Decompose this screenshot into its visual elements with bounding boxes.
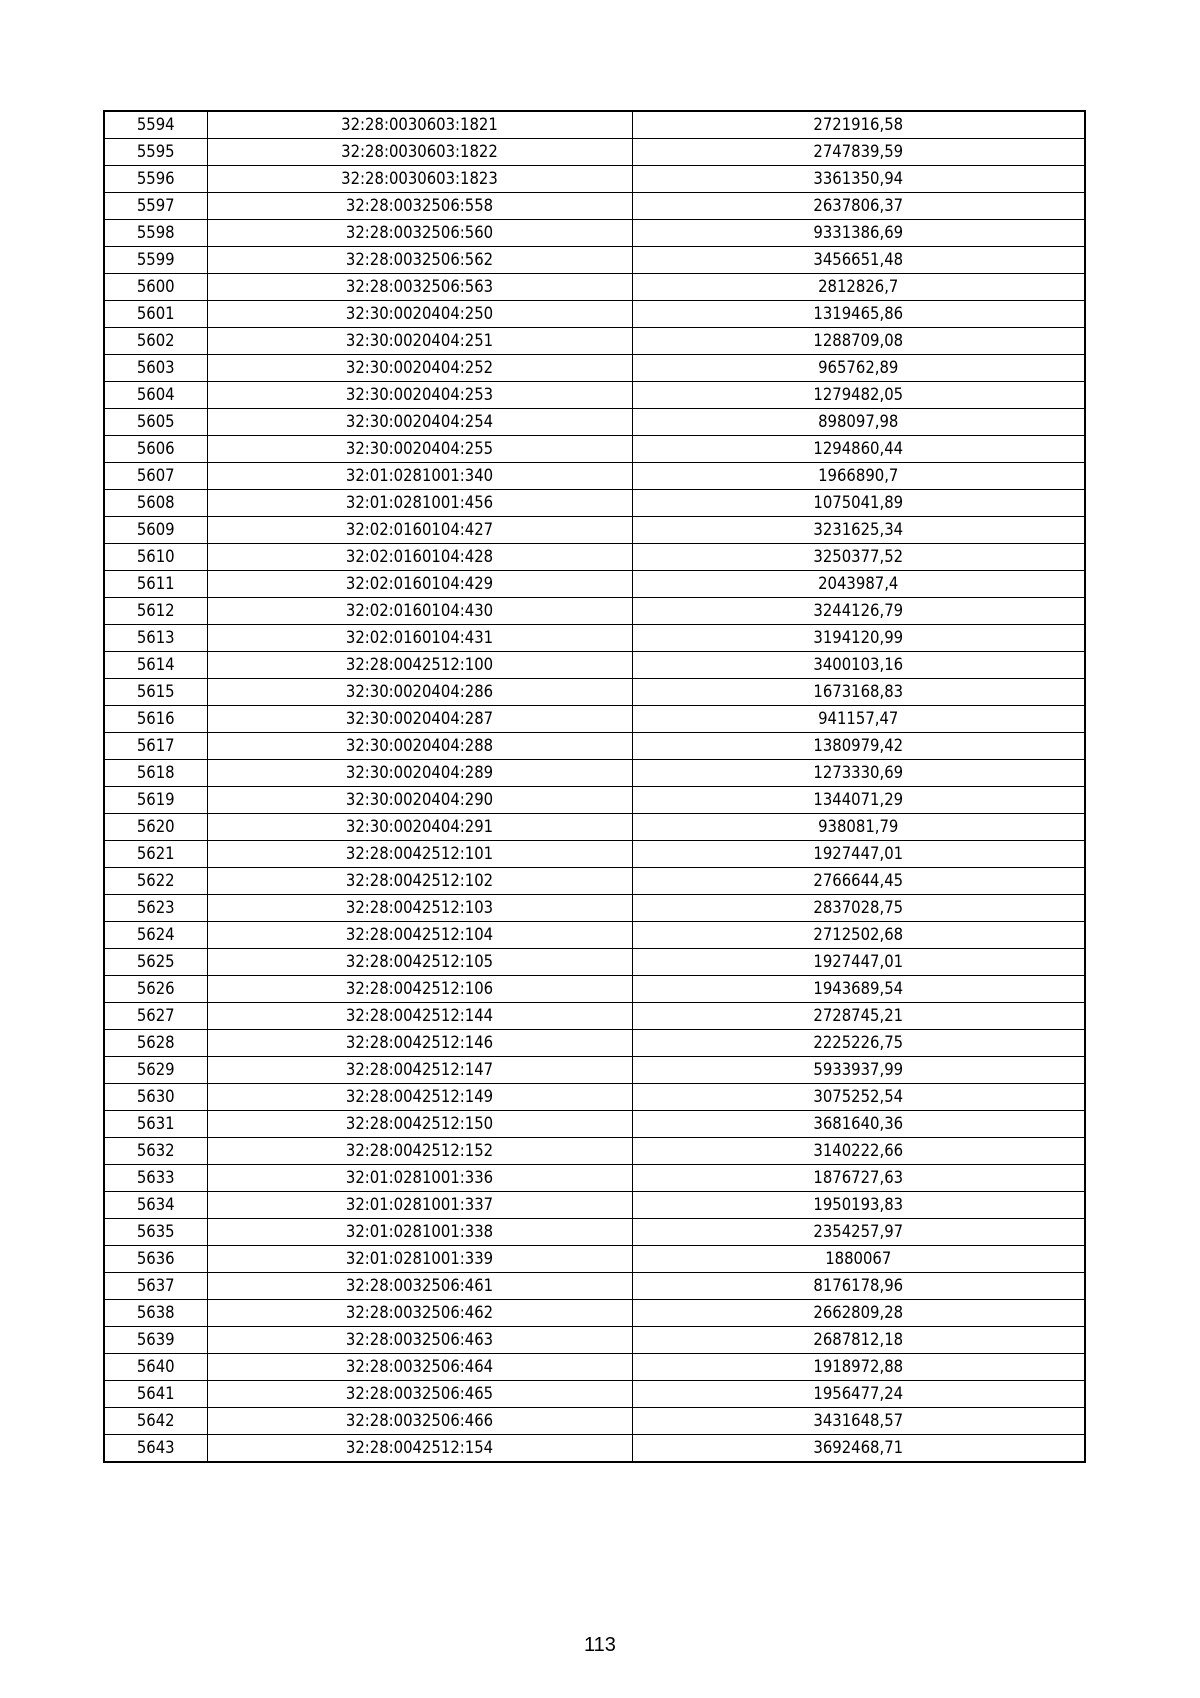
cadastral-number-cell: 32:01:0281001:339 [207,1246,632,1273]
table-row [104,436,1085,463]
table-row [104,1300,1085,1327]
table-row [104,976,1085,1003]
cadastral-number-cell: 32:28:0042512:101 [207,841,632,868]
cadastral-number-cell: 32:28:0032506:464 [207,1354,632,1381]
cadastral-number-cell: 32:30:0020404:288 [207,733,632,760]
table-row [104,1381,1085,1408]
row-number-cell: 5635 [104,1219,207,1246]
cadastral-number-cell: 32:30:0020404:286 [207,679,632,706]
table-row [104,652,1085,679]
value-cell: 1927447,01 [632,841,1085,868]
value-cell: 1294860,44 [632,436,1085,463]
row-number-cell: 5597 [104,193,207,220]
table-row [104,517,1085,544]
value-cell: 3400103,16 [632,652,1085,679]
value-cell: 1880067 [632,1246,1085,1273]
row-number-cell: 5598 [104,220,207,247]
cadastral-number-cell: 32:28:0042512:104 [207,922,632,949]
table-row [104,463,1085,490]
row-number-cell: 5621 [104,841,207,868]
table-row [104,571,1085,598]
table-row [104,1030,1085,1057]
value-cell: 2354257,97 [632,1219,1085,1246]
value-cell: 1075041,89 [632,490,1085,517]
row-number-cell: 5623 [104,895,207,922]
value-cell: 2225226,75 [632,1030,1085,1057]
table-row [104,787,1085,814]
row-number-cell: 5636 [104,1246,207,1273]
cadastral-number-cell: 32:28:0042512:152 [207,1138,632,1165]
row-number-cell: 5601 [104,301,207,328]
value-cell: 941157,47 [632,706,1085,733]
row-number-cell: 5594 [104,111,207,139]
value-cell: 8176178,96 [632,1273,1085,1300]
cadastral-number-cell: 32:30:0020404:251 [207,328,632,355]
table-row [104,1435,1085,1463]
value-cell: 2766644,45 [632,868,1085,895]
value-cell: 2712502,68 [632,922,1085,949]
row-number-cell: 5599 [104,247,207,274]
table-row [104,1003,1085,1030]
table-row [104,1057,1085,1084]
row-number-cell: 5613 [104,625,207,652]
value-cell: 1380979,42 [632,733,1085,760]
value-cell: 1279482,05 [632,382,1085,409]
row-number-cell: 5620 [104,814,207,841]
value-cell: 2812826,7 [632,274,1085,301]
value-cell: 1918972,88 [632,1354,1085,1381]
cadastral-number-cell: 32:28:0030603:1821 [207,111,632,139]
table-row [104,409,1085,436]
value-cell: 3244126,79 [632,598,1085,625]
value-cell: 2837028,75 [632,895,1085,922]
value-cell: 2043987,4 [632,571,1085,598]
row-number-cell: 5622 [104,868,207,895]
cadastral-number-cell: 32:28:0042512:146 [207,1030,632,1057]
cadastral-number-cell: 32:28:0030603:1822 [207,139,632,166]
row-number-cell: 5619 [104,787,207,814]
value-cell: 3431648,57 [632,1408,1085,1435]
row-number-cell: 5605 [104,409,207,436]
table-row [104,625,1085,652]
table-body [104,111,1085,1462]
table-row [104,949,1085,976]
row-number-cell: 5614 [104,652,207,679]
table-row [104,382,1085,409]
row-number-cell: 5609 [104,517,207,544]
row-number-cell: 5612 [104,598,207,625]
value-cell: 1273330,69 [632,760,1085,787]
cadastral-number-cell: 32:01:0281001:337 [207,1192,632,1219]
table-row [104,841,1085,868]
cadastral-number-cell: 32:28:0042512:106 [207,976,632,1003]
row-number-cell: 5624 [104,922,207,949]
cadastral-number-cell: 32:01:0281001:340 [207,463,632,490]
table-row [104,111,1085,139]
value-cell: 2747839,59 [632,139,1085,166]
row-number-cell: 5618 [104,760,207,787]
table-row [104,895,1085,922]
value-cell: 3250377,52 [632,544,1085,571]
row-number-cell: 5630 [104,1084,207,1111]
table-row [104,760,1085,787]
cadastral-number-cell: 32:30:0020404:254 [207,409,632,436]
cadastral-number-cell: 32:02:0160104:428 [207,544,632,571]
table-row [104,733,1085,760]
table-row [104,706,1085,733]
row-number-cell: 5602 [104,328,207,355]
row-number-cell: 5631 [104,1111,207,1138]
cadastral-number-cell: 32:01:0281001:456 [207,490,632,517]
table-row [104,598,1085,625]
value-cell: 1288709,08 [632,328,1085,355]
cadastral-number-cell: 32:28:0042512:147 [207,1057,632,1084]
value-cell: 3456651,48 [632,247,1085,274]
row-number-cell: 5595 [104,139,207,166]
table-row [104,679,1085,706]
value-cell: 3692468,71 [632,1435,1085,1463]
cadastral-number-cell: 32:28:0032506:558 [207,193,632,220]
cadastral-number-cell: 32:28:0030603:1823 [207,166,632,193]
row-number-cell: 5642 [104,1408,207,1435]
value-cell: 1956477,24 [632,1381,1085,1408]
value-cell: 2721916,58 [632,111,1085,139]
table-row [104,1219,1085,1246]
value-cell: 3075252,54 [632,1084,1085,1111]
row-number-cell: 5604 [104,382,207,409]
value-cell: 898097,98 [632,409,1085,436]
value-cell: 5933937,99 [632,1057,1085,1084]
value-cell: 2687812,18 [632,1327,1085,1354]
row-number-cell: 5611 [104,571,207,598]
value-cell: 938081,79 [632,814,1085,841]
cadastral-number-cell: 32:02:0160104:431 [207,625,632,652]
row-number-cell: 5643 [104,1435,207,1463]
value-cell: 1927447,01 [632,949,1085,976]
cadastral-number-cell: 32:28:0032506:560 [207,220,632,247]
table-row [104,1165,1085,1192]
cadastral-number-cell: 32:01:0281001:338 [207,1219,632,1246]
cadastral-number-cell: 32:28:0042512:102 [207,868,632,895]
cadastral-number-cell: 32:02:0160104:427 [207,517,632,544]
value-cell: 1966890,7 [632,463,1085,490]
value-cell: 3361350,94 [632,166,1085,193]
cadastral-number-cell: 32:30:0020404:250 [207,301,632,328]
table-row [104,1408,1085,1435]
table-row [104,139,1085,166]
value-cell: 1319465,86 [632,301,1085,328]
cadastral-number-cell: 32:30:0020404:253 [207,382,632,409]
row-number-cell: 5600 [104,274,207,301]
cadastral-number-cell: 32:28:0032506:562 [207,247,632,274]
row-number-cell: 5628 [104,1030,207,1057]
table-row [104,193,1085,220]
value-cell: 1943689,54 [632,976,1085,1003]
cadastral-number-cell: 32:28:0042512:149 [207,1084,632,1111]
value-cell: 2637806,37 [632,193,1085,220]
cadastral-number-cell: 32:30:0020404:252 [207,355,632,382]
value-cell: 3140222,66 [632,1138,1085,1165]
value-cell: 965762,89 [632,355,1085,382]
table-row [104,490,1085,517]
table-row [104,922,1085,949]
row-number-cell: 5632 [104,1138,207,1165]
cadastral-number-cell: 32:02:0160104:430 [207,598,632,625]
row-number-cell: 5634 [104,1192,207,1219]
row-number-cell: 5607 [104,463,207,490]
row-number-cell: 5603 [104,355,207,382]
table-row [104,1273,1085,1300]
page-number: 113 [584,1634,616,1656]
table-row [104,814,1085,841]
row-number-cell: 5641 [104,1381,207,1408]
table-row [104,1327,1085,1354]
cadastral-number-cell: 32:28:0042512:154 [207,1435,632,1463]
cadastral-number-cell: 32:30:0020404:290 [207,787,632,814]
cadastral-number-cell: 32:28:0042512:150 [207,1111,632,1138]
cadastral-number-cell: 32:28:0032506:463 [207,1327,632,1354]
cadastral-number-cell: 32:30:0020404:291 [207,814,632,841]
row-number-cell: 5639 [104,1327,207,1354]
row-number-cell: 5625 [104,949,207,976]
row-number-cell: 5640 [104,1354,207,1381]
cadastral-number-cell: 32:28:0032506:563 [207,274,632,301]
cadastral-number-cell: 32:28:0042512:103 [207,895,632,922]
value-cell: 1950193,83 [632,1192,1085,1219]
cadastral-number-cell: 32:28:0042512:105 [207,949,632,976]
table-row [104,1354,1085,1381]
row-number-cell: 5610 [104,544,207,571]
cadastral-number-cell: 32:28:0032506:465 [207,1381,632,1408]
table-row [104,1138,1085,1165]
table-row [104,1111,1085,1138]
table-row [104,355,1085,382]
value-cell: 3231625,34 [632,517,1085,544]
table-row [104,1246,1085,1273]
row-number-cell: 5616 [104,706,207,733]
row-number-cell: 5638 [104,1300,207,1327]
table-row [104,1192,1085,1219]
row-number-cell: 5626 [104,976,207,1003]
value-cell: 3681640,36 [632,1111,1085,1138]
cadastral-number-cell: 32:02:0160104:429 [207,571,632,598]
table-row [104,274,1085,301]
cadastral-number-cell: 32:30:0020404:255 [207,436,632,463]
row-number-cell: 5606 [104,436,207,463]
value-cell: 1673168,83 [632,679,1085,706]
table-row [104,868,1085,895]
table-row [104,301,1085,328]
cadastral-number-cell: 32:30:0020404:287 [207,706,632,733]
row-number-cell: 5608 [104,490,207,517]
row-number-cell: 5596 [104,166,207,193]
cadastral-number-cell: 32:28:0042512:100 [207,652,632,679]
row-number-cell: 5633 [104,1165,207,1192]
cadastral-number-cell: 32:28:0032506:466 [207,1408,632,1435]
value-cell: 9331386,69 [632,220,1085,247]
row-number-cell: 5637 [104,1273,207,1300]
table-row [104,220,1085,247]
value-cell: 1344071,29 [632,787,1085,814]
table-row [104,166,1085,193]
cadastral-number-cell: 32:01:0281001:336 [207,1165,632,1192]
cadastral-number-cell: 32:28:0042512:144 [207,1003,632,1030]
row-number-cell: 5629 [104,1057,207,1084]
data-table [103,110,1086,1463]
row-number-cell: 5627 [104,1003,207,1030]
row-number-cell: 5615 [104,679,207,706]
value-cell: 3194120,99 [632,625,1085,652]
table-row [104,544,1085,571]
cadastral-number-cell: 32:28:0032506:461 [207,1273,632,1300]
table-row [104,328,1085,355]
value-cell: 1876727,63 [632,1165,1085,1192]
value-cell: 2728745,21 [632,1003,1085,1030]
cadastral-number-cell: 32:30:0020404:289 [207,760,632,787]
row-number-cell: 5617 [104,733,207,760]
table-row [104,1084,1085,1111]
cadastral-number-cell: 32:28:0032506:462 [207,1300,632,1327]
value-cell: 2662809,28 [632,1300,1085,1327]
table-row [104,247,1085,274]
